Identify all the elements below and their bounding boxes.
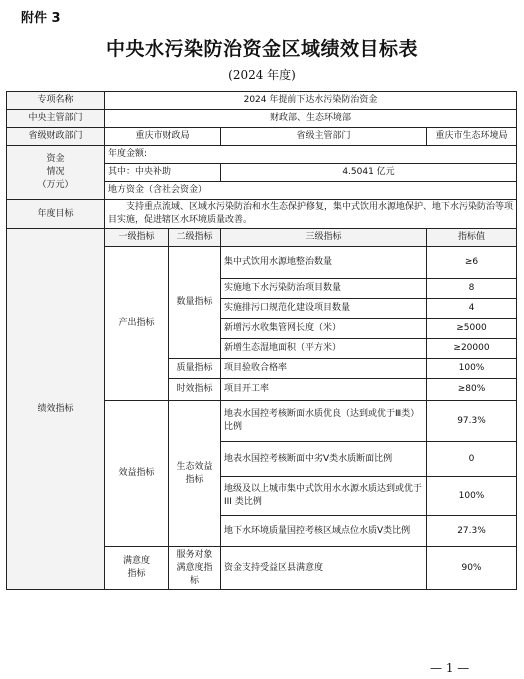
attachment-label: 附件 3 (21, 11, 61, 26)
eco-benefit-indicators-label: 生态效益 指标 (169, 401, 221, 547)
indicator-value: 0 (427, 442, 517, 477)
funds-local-label: 地方资金（含社会资金） (105, 182, 517, 200)
annual-goal-text: 支持重点流域、区域水污染防治和水生态保护修复，集中式饮用水源地保护、地下水污染防治等项目实施，促进辖区水环境质量改善。 (105, 200, 517, 229)
performance-label: 绩效指标 (7, 229, 105, 590)
indicator-value: 100% (427, 477, 517, 516)
funds-central-label: 其中：中央补助 (105, 164, 221, 182)
row-indicator-header (7, 229, 517, 247)
indicator-value: 100% (427, 359, 517, 379)
indicator-name: 项目验收合格率 (221, 359, 427, 379)
indicator-value: 27.3% (427, 516, 517, 547)
row-central-dept (7, 110, 517, 128)
prov-dept-label: 省级主管部门 (221, 128, 427, 146)
central-dept-label: 中央主管部门 (7, 110, 105, 128)
indicator-name: 新增生态湿地面积（平方米） (221, 339, 427, 359)
indicator-name: 地级及以上城市集中式饮用水水源水质达到或优于 III 类比例 (221, 477, 427, 516)
indicator-name: 地下水环境质量国控考核区域点位水质Ⅴ类比例 (221, 516, 427, 547)
indicator-value: ≥20000 (427, 339, 517, 359)
central-dept-value: 财政部、生态环境部 (105, 110, 517, 128)
row-project-name (7, 92, 517, 110)
row-annual-goal (7, 200, 517, 229)
col-level1-header: 一级指标 (105, 229, 169, 247)
output-indicators-label: 产出指标 (105, 247, 169, 401)
col-level2-header: 二级指标 (169, 229, 221, 247)
indicator-value: 90% (427, 547, 517, 590)
indicator-name: 新增污水收集管网长度（米） (221, 319, 427, 339)
service-satisfaction-label: 服务对象 满意度指 标 (169, 547, 221, 590)
timeliness-indicators-label: 时效指标 (169, 379, 221, 401)
indicator-value: 4 (427, 299, 517, 319)
funds-total-label: 年度金额: (105, 146, 517, 164)
page-number: — 1 — (430, 661, 470, 675)
indicator-name: 实施排污口规范化建设项目数量 (221, 299, 427, 319)
performance-target-table (6, 91, 517, 590)
indicator-name: 地表水国控考核断面中劣Ⅴ类水质断面比例 (221, 442, 427, 477)
funds-central-value: 4.5041 亿元 (221, 164, 517, 182)
prov-finance-label: 省级财政部门 (7, 128, 105, 146)
indicator-name: 地表水国控考核断面水质优良（达到或优于Ⅲ类）比例 (221, 401, 427, 442)
document-title: 中央水污染防治资金区域绩效目标表 (105, 38, 418, 60)
indicator-value: ≥5000 (427, 319, 517, 339)
col-value-header: 指标值 (427, 229, 517, 247)
document-subtitle: (2024 年度) (228, 68, 296, 82)
indicator-value: 8 (427, 279, 517, 299)
satisfaction-indicators-label: 满意度 指标 (105, 547, 169, 590)
indicator-value: 97.3% (427, 401, 517, 442)
funds-label: 资金 情况 （万元） (7, 146, 105, 200)
indicator-value: ≥6 (427, 247, 517, 279)
indicator-name: 实施地下水污染防治项目数量 (221, 279, 427, 299)
row-funds-total (7, 146, 517, 164)
indicator-name: 资金支持受益区县满意度 (221, 547, 427, 590)
row-provincial-depts (7, 128, 517, 146)
indicator-value: ≥80% (427, 379, 517, 401)
col-level3-header: 三级指标 (221, 229, 427, 247)
benefit-indicators-label: 效益指标 (105, 401, 169, 547)
indicator-name: 集中式饮用水源地整治数量 (221, 247, 427, 279)
prov-dept-value: 重庆市生态环境局 (427, 128, 517, 146)
quantity-indicators-label: 数量指标 (169, 247, 221, 359)
quality-indicators-label: 质量指标 (169, 359, 221, 379)
project-name-value: 2024 年提前下达水污染防治资金 (105, 92, 517, 110)
project-name-label: 专项名称 (7, 92, 105, 110)
indicator-name: 项目开工率 (221, 379, 427, 401)
annual-goal-label: 年度目标 (7, 200, 105, 229)
prov-finance-value: 重庆市财政局 (105, 128, 221, 146)
